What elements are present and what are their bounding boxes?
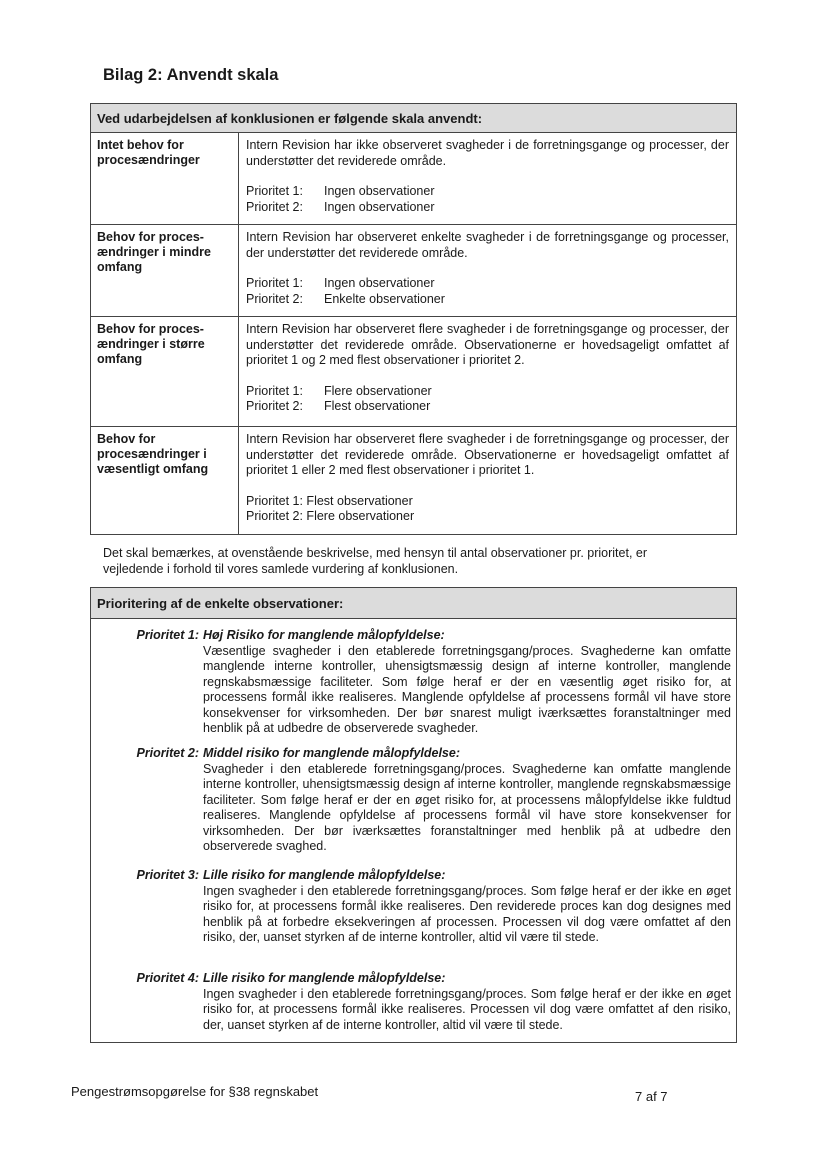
footer-page-number: 7 af 7	[635, 1089, 668, 1104]
footer-document-title: Pengestrømsopgørelse for §38 regnskabet	[71, 1084, 319, 1099]
priority-value: Ingen observationer	[324, 199, 435, 214]
priority-value: Flest observationer	[324, 399, 431, 413]
scale-row-label: Behov for proces-ændringer i mindre omfang	[91, 225, 239, 316]
scale-row-4	[91, 426, 736, 534]
scale-row-label: Intet behov for procesændringer	[91, 133, 239, 224]
priority-item-2	[91, 746, 736, 855]
priority-heading: Lille risiko for manglende målopfyldelse:	[203, 971, 446, 985]
priority-box	[90, 587, 737, 1043]
scale-row-label: Behov for procesændringer i væsentligt omfang	[91, 427, 239, 534]
priority-name: Prioritet 1:	[136, 628, 199, 642]
scale-row-priorities	[246, 276, 729, 307]
priority-content	[199, 628, 731, 737]
scale-row-priorities	[246, 184, 729, 215]
priority-content	[199, 971, 731, 1033]
priority-line: Prioritet 1: Flest observationer	[246, 493, 413, 508]
scale-table-header: Ved udarbejdelsen af konklusionen er følgende skala anvendt:	[91, 104, 736, 133]
scale-row-description: Intern Revision har observeret flere svagheder i de forretningsgange og processer, der understøtter det reviderede område. Observationerne er hovedsageligt omfattet af prioritet 1 eller 2 med flest observationer i prioritet 1.	[246, 432, 729, 477]
priority-item-3	[91, 868, 736, 946]
scale-row-description: Intern Revision har observeret enkelte svagheder i de forretningsgange og processer, der understøtter det reviderede område.	[246, 230, 729, 260]
scale-row-2	[91, 224, 736, 316]
scale-row-priorities	[246, 384, 729, 415]
priority-key: Prioritet 2:	[246, 291, 303, 306]
priority-value: Ingen observationer	[324, 184, 435, 198]
scale-row-description: Intern Revision har ikke observeret svagheder i de forretningsgange og processer, der understøtter det reviderede område.	[246, 138, 729, 168]
priority-name: Prioritet 2:	[136, 746, 199, 760]
scale-row-priorities	[246, 494, 729, 525]
priority-heading: Lille risiko for manglende målopfyldelse:	[203, 868, 446, 882]
priority-key: Prioritet 1:	[246, 184, 303, 198]
note-paragraph: Det skal bemærkes, at ovenstående beskrivelse, med hensyn til antal observationer pr. prioritet, er vejledende i forhold til vores samlede vurdering af konklusionen.	[103, 546, 648, 576]
priority-item-1	[91, 628, 736, 737]
priority-text: Svagheder i den etablerede forretningsgang/proces. Svaghederne kan omfatte manglende interne kontroller, uhensigtsmæssig design af interne kontroller, manglende regnskabsmæssige faciliteter. Som følge heraf er der en øget risiko for, at processens målopfyldelse ikke fuldtud realiseres. Manglende opfyldelse af processens formål vil have store konsekvenser for virksomheden. Der bør iværksættes foranstaltninger med henblik på at udbedre den observerede svaghed.	[203, 761, 731, 853]
priority-key: Prioritet 1:	[246, 383, 303, 398]
priority-line: Prioritet 2: Flere observationer	[246, 509, 415, 523]
priority-box-header: Prioritering af de enkelte observationer:	[91, 588, 736, 619]
priority-heading: Høj Risiko for manglende målopfyldelse:	[203, 628, 445, 642]
priority-item-4	[91, 971, 736, 1033]
scale-table	[90, 103, 737, 535]
priority-text: Ingen svagheder i den etablerede forretningsgang/proces. Som følge heraf er der ikke en øget risiko for, at processens formål ikke realiseres. Processen vil dog være omfattet af den risiko, der, uanset styrken af de interne kontroller, altid vil være til stede.	[203, 986, 731, 1032]
priority-value: Enkelte observationer	[324, 291, 445, 306]
scale-row-label: Behov for proces-ændringer i større omfang	[91, 317, 239, 426]
priority-content	[199, 746, 731, 855]
page-title: Bilag 2: Anvendt skala	[103, 66, 279, 84]
scale-row-body	[239, 225, 736, 316]
scale-row-body	[239, 427, 736, 534]
priority-text: Væsentlige svagheder i den etablerede forretningsgang/proces. Svaghederne kan omfatte manglende interne kontroller, uhensigtsmæssig design af interne kontroller, manglende regnskabsmæssige faciliteter. Som følge heraf er der en væsentlig øget risiko for, at processens formål ikke realiseres. Manglende opfyldelse af processens formål vil have store konsekvenser for virksomheden. Der bør snarest muligt iværksættes foranstaltninger med henblik på at udbedre de observerede svagheder.	[203, 643, 731, 735]
scale-row-3	[91, 316, 736, 426]
priority-name: Prioritet 4:	[136, 971, 199, 985]
scale-row-body	[239, 133, 736, 224]
priority-value: Ingen observationer	[324, 276, 435, 290]
priority-key: Prioritet 2:	[246, 399, 303, 413]
priority-name: Prioritet 3:	[136, 868, 199, 882]
priority-value: Flere observationer	[324, 383, 432, 398]
scale-row-description: Intern Revision har observeret flere svagheder i de forretningsgange og processer, der understøtter det reviderede område. Observationerne er hovedsageligt omfattet af prioritet 1 og 2 med flest observationer i prioritet 2.	[246, 322, 729, 367]
priority-text: Ingen svagheder i den etablerede forretningsgang/proces. Som følge heraf er der ikke en øget risiko for, at processens formål ikke realiseres. Den reviderede proces kan dog designes med henblik på at forbedre eksekveringen af processen. Processen vil dog være omfattet af den risiko, der, uanset styrken af de interne kontroller, altid vil være til stede.	[203, 883, 731, 944]
priority-content	[199, 868, 731, 946]
priority-heading: Middel risiko for manglende målopfyldelse:	[203, 746, 460, 760]
scale-row-1	[91, 133, 736, 224]
priority-key: Prioritet 2:	[246, 199, 303, 214]
scale-row-body	[239, 317, 736, 426]
priority-key: Prioritet 1:	[246, 276, 303, 290]
